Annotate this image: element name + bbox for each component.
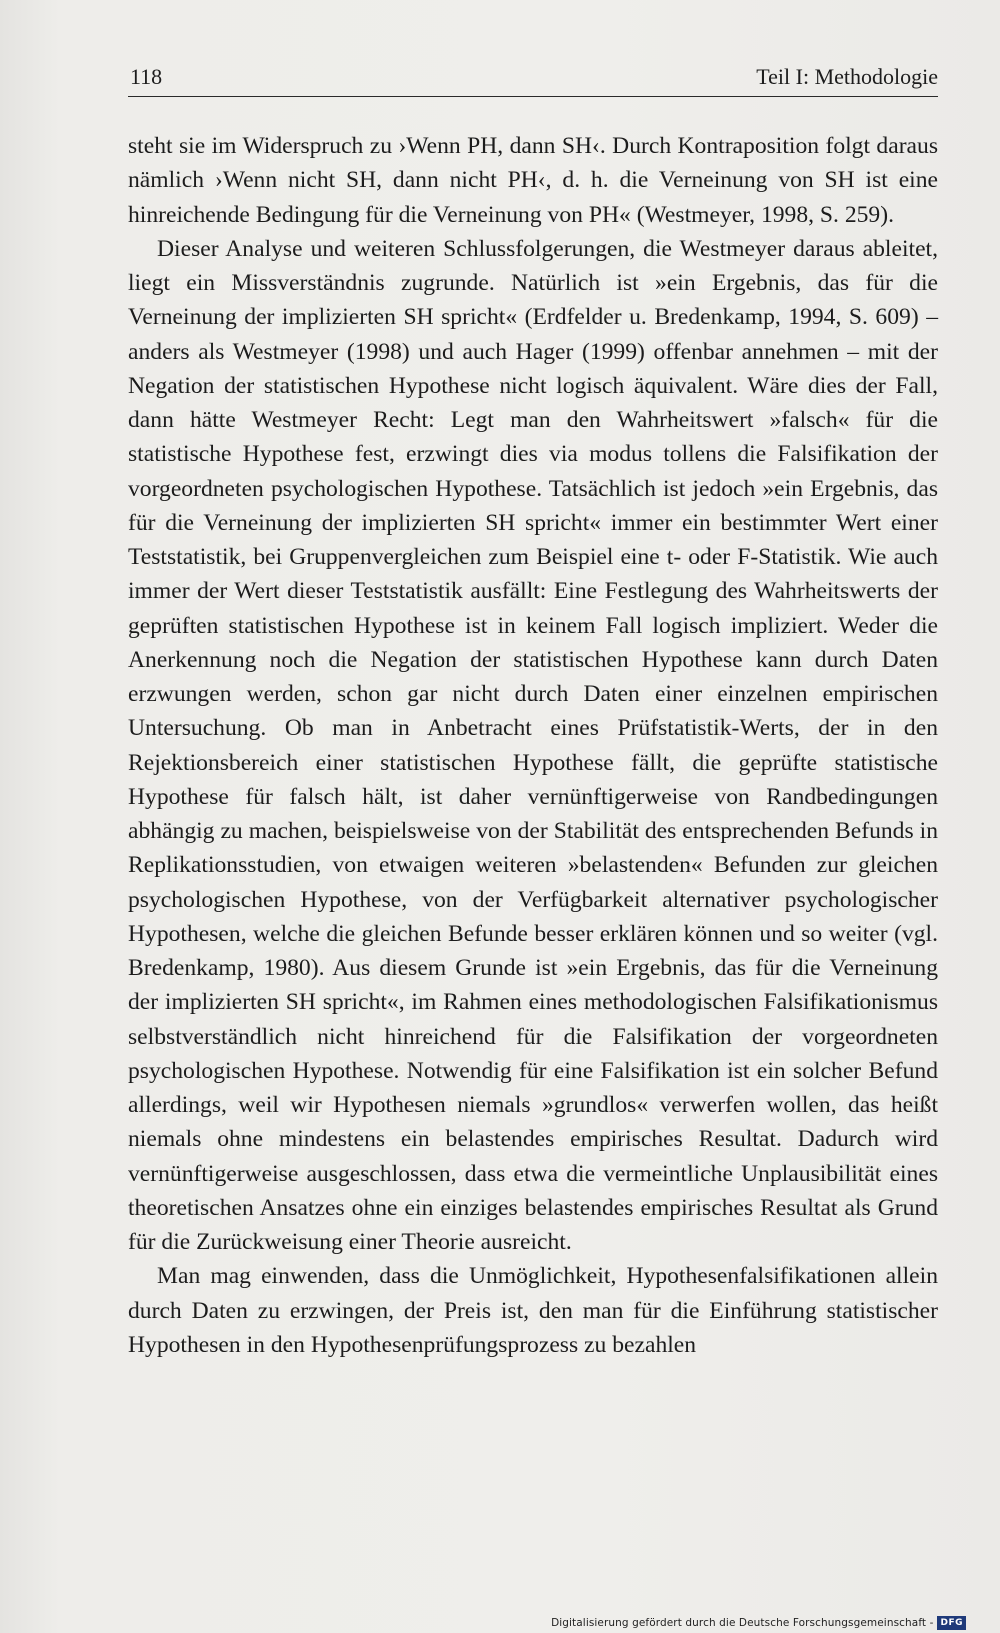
paragraph-analysis: Dieser Analyse und weiteren Schlussfolgerungen, die Westmeyer daraus ableitet, liegt ein Missverständnis zugrunde. Natürlich ist »ein Ergebnis, das für die Verneinung der implizierten SH spricht« (Erdfelder u. Bredenkamp, 1994, S. 609) – anders als Westmeyer (1998) und auch Hager (1999) offenbar annehmen – mit der Negation der statistischen Hypothese nicht logisch äquivalent. Wäre dies der Fall, dann hätte Westmeyer Recht: Legt man den Wahrheitswert »falsch« für die statistische Hypothese fest, erzwingt dies via modus tollens die Falsifikation der vorgeordneten psychologischen Hypothese. Tatsächlich ist jedoch »ein Ergebnis, das für die Verneinung der implizierten SH spricht« immer ein bestimmter Wert einer Teststatistik, bei Gruppenvergleichen zum Beispiel eine t- oder F-Statistik. Wie auch immer der Wert dieser Teststatistik ausfällt: Eine Festlegung des Wahrheitswerts der geprüften statistischen Hypothese ist in keinem Fall logisch impliziert. Weder die Anerkennung noch die Negation der statistischen Hypothese kann durch Daten erzwungen werden, schon gar nicht durch Daten einer einzelnen empirischen Untersuchung. Ob man in Anbetracht eines Prüfstatistik-Werts, der in den Rejektionsbereich einer statistischen Hypothese fällt, die geprüfte statistische Hypothese für falsch hält, ist daher vernünftigerweise von Randbedingungen abhängig zu machen, beispielsweise von der Stabilität des entsprechenden Befunds in Replikationsstudien, von etwaigen weiteren »belastenden« Befunden zur gleichen psychologischen Hypothese, von der Verfügbarkeit alternativer psychologischer Hypothesen, welche die gleichen Befunde besser erklären können und so weiter (vgl. Bredenkamp, 1980). Aus diesem Grunde ist »ein Ergebnis, das für die Verneinung der implizierten SH spricht«, im Rahmen eines methodologischen Falsifikationismus selbstverständlich nicht hinreichend für die Falsifikation der vorgeordneten psychologischen Hypothese. Notwendig für eine Falsifikation ist ein solcher Befund allerdings, weil wir Hypothesen niemals »grundlos« verwerfen wollen, das heißt niemals ohne mindestens ein belastendes empirisches Resultat. Dadurch wird vernünftigerweise ausgeschlossen, dass etwa die vermeintliche Unplausibilität eines theoretischen Ansatzes ohne ein einziges belastendes empirisches Resultat als Grund für die Zurückweisung einer Theorie ausreicht. bbox=[128, 235, 938, 1255]
paragraph-continuation: steht sie im Widerspruch zu ›Wenn PH, dann SH‹. Durch Kontraposition folgt daraus nämlich ›Wenn nicht SH, dann nicht PH‹, d. h. die Verneinung von SH ist eine hinreichende Bedingung für die Verneinung von PH« (Westmeyer, 1998, S. 259). bbox=[128, 133, 938, 228]
digitization-footer bbox=[551, 1616, 966, 1630]
dfg-logo: DFG bbox=[937, 1616, 966, 1630]
running-head bbox=[128, 60, 938, 97]
paragraph-objection: Man mag einwenden, dass die Unmöglichkeit, Hypothesenfalsifikationen allein durch Daten zu erzwingen, der Preis ist, den man für die Einführung statistischer Hypothesen in den Hypothesenprüfungsprozess zu bezahlen bbox=[128, 1263, 938, 1358]
section-title: Teil I: Methodologie bbox=[756, 64, 938, 89]
page-number: 118 bbox=[130, 64, 163, 89]
digitization-note: Digitalisierung gefördert durch die Deutsche Forschungsgemeinschaft - bbox=[551, 1617, 934, 1629]
body-text bbox=[128, 129, 938, 1362]
